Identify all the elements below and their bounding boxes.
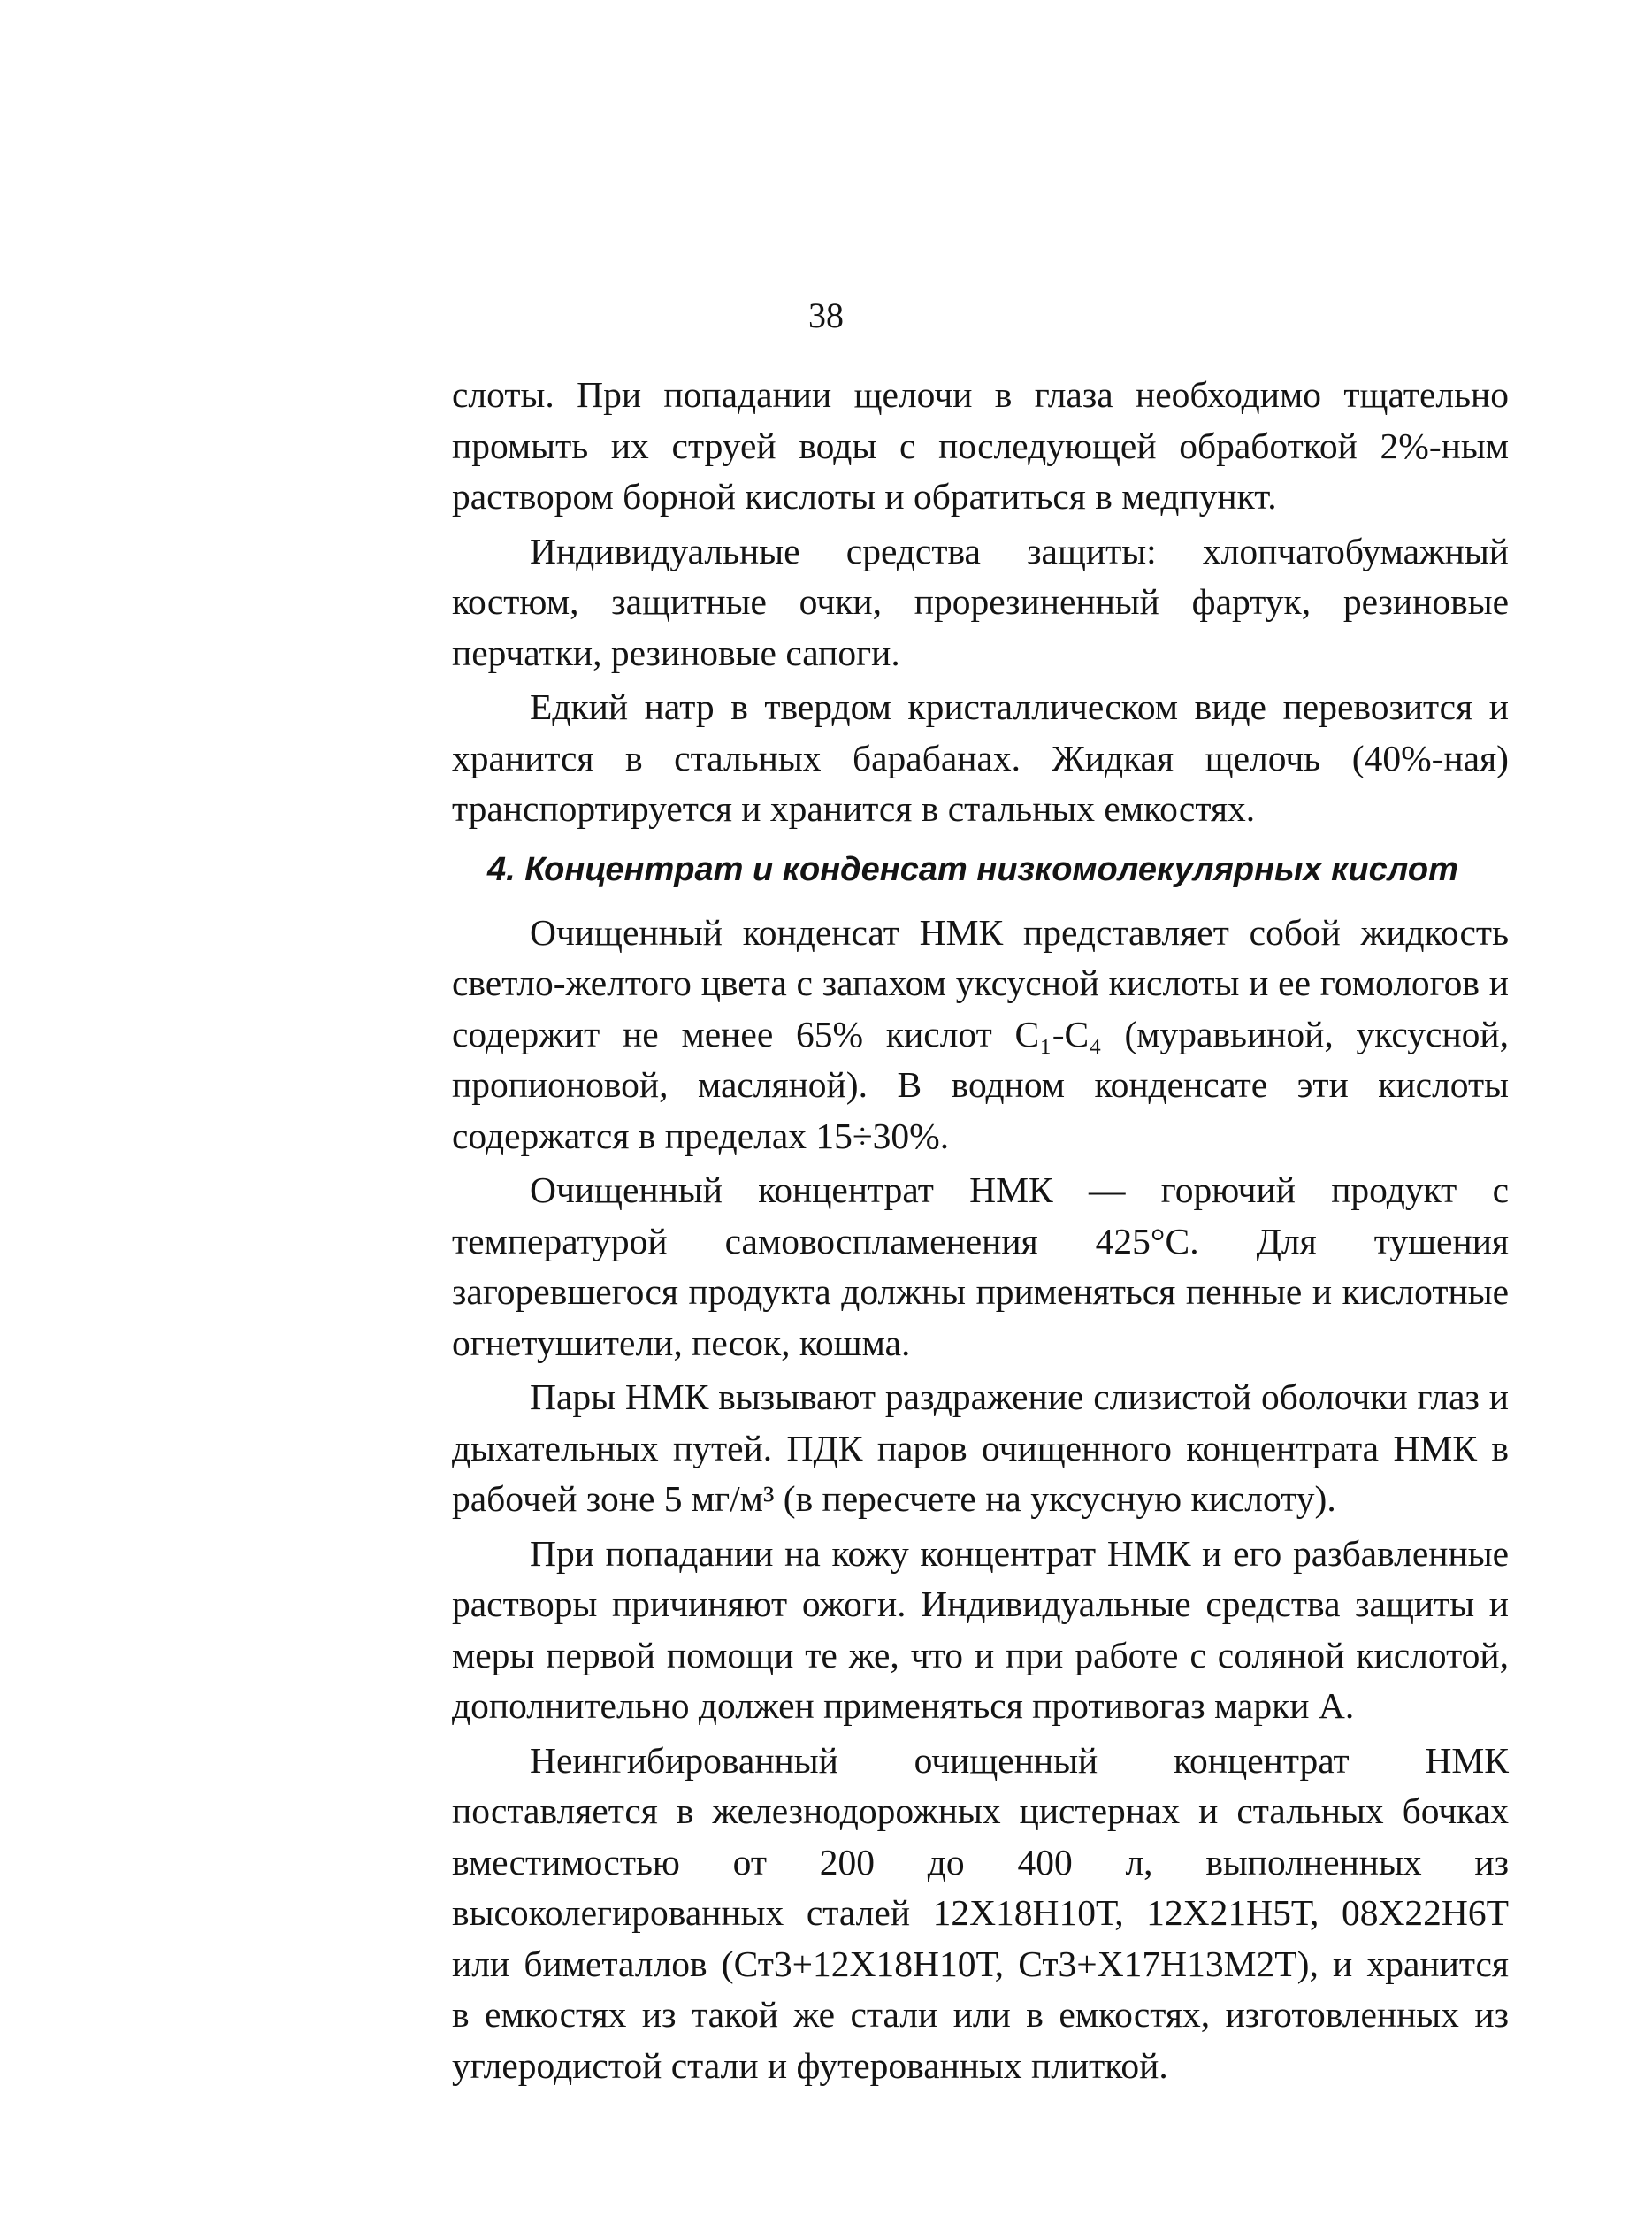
- paragraph-caustic-soda-storage: Едкий натр в твердом кристаллическом виде перевозится и хранится в стальных барабанах. Жидкая щелочь (40%-ная) транспортируется и хранится в стальных емкостях.: [452, 686, 1509, 829]
- paragraph-flammability: Очищенный концентрат НМК — горючий продукт с температурой самовоспламенения 425°С. Для тушения загоревшегося продукта должны применяться пенные и кислотные огнетушители, песок, кошма.: [452, 1169, 1509, 1363]
- paragraph-condensate-description: Очищенный конденсат НМК представляет собой жидкость светло-желтого цвета с запахом уксусной кислоты и ее гомологов и содержит не менее 65% кислот C₁-C₄ (муравьиной, уксусной, пропионовой, масляной). В водном конденсате эти кислоты содержатся в пределах 15÷30%.: [452, 911, 1509, 1156]
- page-number: 38: [808, 295, 844, 335]
- paragraph-vapors-pdk: Пары НМК вызывают раздражение слизистой оболочки глаз и дыхательных путей. ПДК паров очищенного концентрата НМК в рабочей зоне 5 мг/м³ (в пересчете на уксусную кислоту).: [452, 1376, 1509, 1519]
- paragraph-transport-storage: Неингибированный очищенный концентрат НМК поставляется в железнодорожных цистернах и стальных бочках вместимостью от 200 до 400 л, выполненных из высоколегированных сталей 12Х18Н10Т, 12Х21Н5Т, 08Х22Н6Т или биметаллов (Ст3+12Х18Н10Т, Ст3+Х17Н13М2Т), и хранится в емкостях из такой же стали или в емкостях, изготовленных из углеродистой стали и футерованных плиткой.: [452, 1739, 1509, 2086]
- section-heading: 4. Концентрат и конденсат низкомолекулярных кислот: [487, 850, 1458, 888]
- paragraph-skin-contact: При попадании на кожу концентрат НМК и его разбавленные растворы причиняют ожоги. Индивидуальные средства защиты и меры первой помощи те же, что и при работе с соляной кислотой, дополнительно должен применяться противогаз марки А.: [452, 1532, 1509, 1726]
- paragraph-alkali-eye-contact: слоты. При попадании щелочи в глаза необходимо тщательно промыть их струей воды с последующей обработкой 2%-ным раствором борной кислоты и обратиться в медпункт.: [452, 374, 1509, 517]
- body-text: [452, 370, 1509, 2095]
- paragraph-protective-equipment: Индивидуальные средства защиты: хлопчатобумажный костюм, защитные очки, прорезиненный фартук, резиновые перчатки, резиновые сапоги.: [452, 530, 1509, 673]
